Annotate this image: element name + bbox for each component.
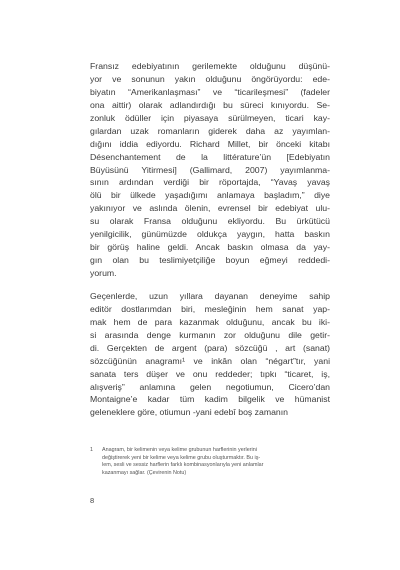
text-line: gılardan uzak romanların giderek daha az yayımlan- <box>90 125 330 136</box>
text-line: alışveriş” anlamına gelen negotiumun, Cicero’dan <box>90 381 330 392</box>
text-line: yor ve sonunun yakın olduğunu öngörüyordu: ede- <box>90 73 330 84</box>
text-line: sanata ters düşer ve onu reddeder; tıpkı “ticaret, iş, <box>90 368 330 379</box>
footnote-line: lem, sesli ve sessiz harflerin farklı kombinasyonlarıyla yeni anlamlar <box>102 462 264 469</box>
text-line: bir görüş haline geldi. Ancak baskın olmasa da yay- <box>90 242 330 253</box>
text-line: yenilgicilik, günümüzde oldukça yaygın, hatta baskın <box>90 229 330 240</box>
paragraph-2 <box>90 290 330 419</box>
text-line: mak hem de para kazanmak olduğunu, ancak bu iki- <box>90 316 330 327</box>
page-number: 8 <box>90 496 95 505</box>
footnote-area <box>90 447 328 477</box>
text-line: si arasında denge kurmanın zor olduğunu dile getir- <box>90 329 330 340</box>
text-line: sözcüğünün anagramı¹ ve inkân olan “négart”tır, yani <box>90 355 330 366</box>
text-line: gın olan bu teslimiyetçiliğe boyun eğmeyi reddedi- <box>90 255 330 266</box>
footnote-line: kazanmayı sağlar. (Çevirenin Notu) <box>102 469 187 476</box>
text-line: Montaigne’e kadar tüm kadim bilgelik ve hümanist <box>90 394 330 405</box>
text-line: Büyüsünü Yitirmesi] (Gallimard, 2007) yayımlanma- <box>90 164 330 175</box>
text-line: sının ardından verdiği bir röportajda, “Yavaş yavaş <box>90 177 330 188</box>
footnote-line: değiştirerek yeni bir kelime veya kelime grubu oluşturmaktır. Bu iş- <box>102 454 261 461</box>
paragraph-1 <box>90 60 330 280</box>
text-line: ona aittir) olarak adlandırdığı bu süreci kınıyordu. Se- <box>90 99 330 110</box>
text-line: ölü bir ülkede yaşadığımı anlamaya başladım,” diye <box>90 190 330 201</box>
text-line: yorum. <box>90 268 117 278</box>
footnote-number: 1 <box>90 447 93 453</box>
text-line: yakınıyor ve aslında ölenin, evrensel bir edebiyat ulu- <box>90 203 330 214</box>
text-line: editör dostlarımdan biri, mesleğinin hem sanat yap- <box>90 303 330 314</box>
text-line: dığını iddia ediyordu. Richard Millet, bir önceki kitabı <box>90 138 330 149</box>
footnote-1 <box>90 447 328 477</box>
text-line: Désenchantement de la littérature’ün [Edebiyatın <box>90 151 330 162</box>
body-text <box>90 60 330 419</box>
text-line: di. Gerçekten de argent (para) sözcüğü , art (sanat) <box>90 342 330 353</box>
text-line: Fransız edebiyatının gerilemekte olduğunu düşünü- <box>90 61 330 71</box>
footnote-line: Anagram, bir kelimenin veya kelime grubunun harflerinin yerlerini <box>102 447 257 453</box>
footnote-text <box>102 447 328 477</box>
text-line: zonluk ödüller için piyasaya sürülmeyen, ticari kay- <box>90 112 330 123</box>
text-line: geleneklere göre, otiumun -yani edebî boş zamanın <box>90 407 289 418</box>
text-line: biyatın “Amerikanlaşması” ve “ticarileşmesi” (fadeler <box>90 86 330 97</box>
text-line: su olarak Fransa olduğunu ekliyordu. Bu ürkütücü <box>90 216 330 227</box>
text-line: Geçenlerde, uzun yıllara dayanan deneyime sahip <box>90 290 330 301</box>
